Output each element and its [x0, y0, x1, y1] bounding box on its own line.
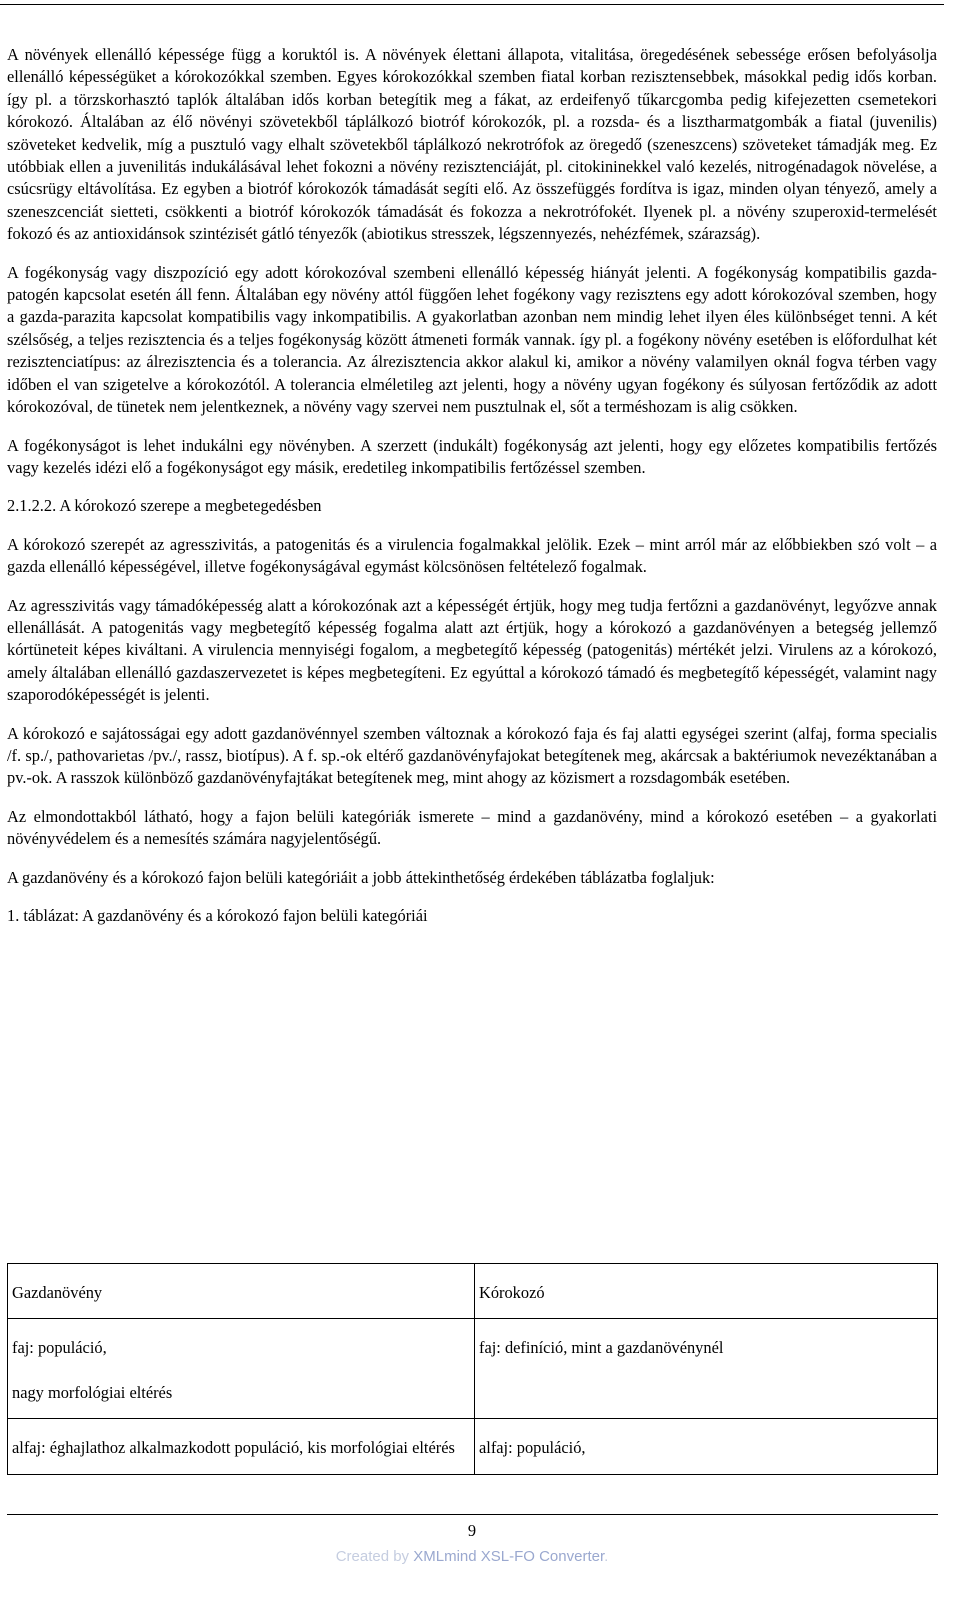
- header-cell-host: Gazdanövény: [8, 1264, 475, 1319]
- cell-line: faj: populáció,: [12, 1338, 107, 1358]
- credit-prefix: Created by: [335, 1548, 414, 1565]
- categories-table: [7, 1263, 938, 1475]
- paragraph-pathogen-role: A kórokozó szerepét az agresszivitás, a patogenitás és a virulencia fogalmakkal jelölik. Ezek – mint arról már az előbbiekben szó volt – a gazda ellenálló képességével, illetve fogékonyságával egymást kölcsönösen feltételező fogalmak.: [7, 534, 937, 577]
- body-content: [7, 44, 937, 943]
- paragraph-categories-importance: Az elmondottakból látható, hogy a fajon belüli kategóriák ismerete – mind a gazdanövény, mind a kórokozó esetében – a gyakorlati növényvédelem és a nemesítés számára nagyjelentőségű.: [7, 806, 937, 849]
- table-row: [8, 1419, 938, 1474]
- footer-rule: [7, 1514, 938, 1515]
- table-caption: 1. táblázat: A gazdanövény és a kórokozó fajon belüli kategóriái: [7, 906, 428, 925]
- table-row: [8, 1319, 938, 1419]
- paragraph-subspecies: A kórokozó e sajátosságai egy adott gazdanövénnyel szemben változnak a kórokozó faja és faj alatti egységei szerint (alfaj, forma specialis /f. sp./, pathovarietas /pv./, rassz, biotípus). A f. sp.-ok eltérő gazdanövényfajokat betegítenek meg, akárcsak a baktériumok nevezéktanában a pv.-ok. A rasszok különböző gazdanövényfajtákat betegítenek meg, mint ahogy az közismert a rozsdagombák esetében.: [7, 723, 937, 788]
- header-rule: [0, 4, 944, 5]
- page-number: 9: [467, 1521, 477, 1540]
- paragraph-table-intro: A gazdanövény és a kórokozó fajon belüli kategóriáit a jobb áttekinthetőség érdekében táblázatba foglaljuk:: [7, 867, 715, 887]
- footer-credit: [0, 1546, 944, 1568]
- credit-brand-link[interactable]: XMLmind XSL-FO Converter: [413, 1548, 605, 1565]
- section-heading: 2.1.2.2. A kórokozó szerepe a megbetegedésben: [7, 496, 322, 516]
- table-cell: alfaj: éghajlathoz alkalmazkodott populáció, kis morfológiai eltérés: [8, 1419, 475, 1474]
- cell-line: nagy morfológiai eltérés: [12, 1382, 173, 1402]
- paragraph-aggressiveness: Az agresszivitás vagy támadóképesség alatt a kórokozónak azt a képességét értjük, hogy meg tudja fertőzni a gazdanövényt, legyőzve annak ellenállását. A patogenitás vagy megbetegítő képesség fogalma alatt azt értjük, hogy a kórokozó a gazdanövényen a betegség jellemző kórtüneteit képes kiváltani. A virulencia mennyiségi fogalom, a megbetegítő képesség (patogenitás) mértékét jelzi. Virulens az a kórokozó, amely általában ellenálló gazdaszervezetet is képes megbetegíteni. Ez egyúttal a kórokozó támadó és megbetegítő képességét, valamint nagy szaporodóképességét is jelenti.: [7, 595, 937, 705]
- paragraph-age-resistance: A növények ellenálló képessége függ a koruktól is. A növények élettani állapota, vitalitása, öregedésének sebessége erősen befolyásolja ellenálló képességüket a kórokozókkal szemben. Egyes kórokozókkal szemben fiatal korban rezisztensebbek, másokkal pedig idős korban. így pl. a törzskorhasztó taplók általában idős korban betegítik meg a fákat, az erdeifenyő tűkarcgomba pedig kifejezetten csemetekori kórokozó. Általában az élő növényi szövetekből táplálkozó biotróf kórokozók, pl. a rozsda- és a lisztharmatgombák a fiatal (juvenilis) szöveteket kedvelik, míg a pusztuló vagy elhalt szövetekből táplálkozó nekrotrófok az öregedő (szeneszcens) szöveteket támadják meg. Ez utóbbiak ellen a juvenilitás indukálásával lehet fokozni a növény rezisztenciáját, pl. citokininekkel való kezelés, nitrogénadagok növelése, a csúcsrügy eltávolítása. Ez egyben a biotróf kórokozók támadását segíti elő. Az összefüggés fordítva is igaz, minden olyan tényező, amely a szeneszcenciát sietteti, csökkenti a biotróf kórokozók támadását és fokozza a nekrotrófokét. Ilyenek pl. a növény szuperoxid-termelését fokozó és az antioxidánsok szintézisét gátló tényezők (abiotikus stresszek, légszennyezés, nehézfémek, szárazság).: [7, 45, 937, 244]
- table-cell: faj: definíció, mint a gazdanövénynél: [475, 1319, 938, 1419]
- table-header-row: [8, 1264, 938, 1319]
- header-cell-pathogen: Kórokozó: [475, 1264, 938, 1319]
- table-cell: alfaj: populáció,: [475, 1419, 938, 1474]
- paragraph-induced-susceptibility: A fogékonyságot is lehet indukálni egy növényben. A szerzett (indukált) fogékonyság azt jelenti, hogy egy előzetes kompatibilis fertőzés vagy kezelés idézi elő a fogékonyságot egy másik, eredetileg inkompatibilis fertőzéssel szemben.: [7, 435, 937, 477]
- paragraph-susceptibility: A fogékonyság vagy diszpozíció egy adott kórokozóval szembeni ellenálló képesség hiányát jelenti. A fogékonyság kompatibilis gazda-patogén kapcsolat esetén áll fenn. Általában egy növény attól függően lehet fogékony vagy rezisztens egy adott kórokozóval szemben, hogy a gazda-parazita kapcsolat kompatibilis vagy inkompatibilis. A gyakorlatban azonban nem mindig lehet ilyen éles különbséget tenni. A két szélsőség, a teljes rezisztencia és a teljes fogékonyság között átmeneti formák vannak. így pl. a fogékony növény esetében is előfordulhat két rezisztenciatípus: az álrezisztencia és a tolerancia. Az álrezisztencia akkor alakul ki, amikor a növény valamilyen oknál fogva térben vagy időben el van szigetelve a kórokozótól. A tolerancia elméletileg azt jelenti, hogy a növény ugyan fogékony és súlyosan fertőződik az adott kórokozóval, de tünetek nem jelentkeznek, a növény vagy szervei nem pusztulnak el, sőt a terméshozam is alig csökken.: [7, 262, 937, 417]
- credit-suffix: .: [604, 1548, 609, 1565]
- table-cell: [8, 1319, 475, 1419]
